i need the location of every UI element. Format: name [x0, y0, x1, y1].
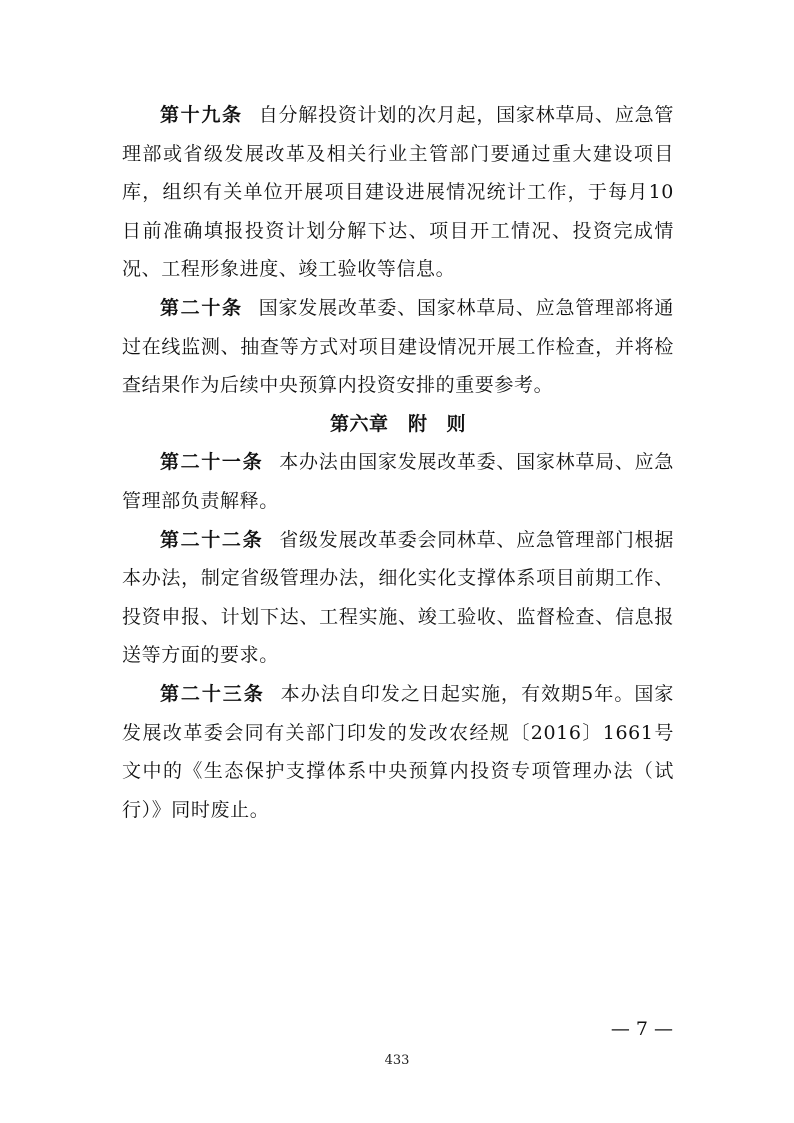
document-body — [122, 96, 674, 829]
article-number: 第二十条 — [160, 296, 243, 319]
article-number: 第二十一条 — [160, 451, 264, 474]
article-21 — [122, 443, 674, 520]
article-23 — [122, 675, 674, 829]
footer-number: 433 — [384, 1053, 410, 1068]
article-text: 省级发展改革委会同林草、应急管理部门根据本办法，制定省级管理办法，细化实化支撑体系项目前期工作、投资申报、计划下达、工程实施、竣工验收、监督检查、信息报送等方面的要求。 — [122, 528, 674, 667]
article-number: 第二十三条 — [160, 682, 265, 705]
article-text: 本办法自印发之日起实施，有效期5年。国家发展改革委会同有关部门印发的发改农经规〔2016〕1661号文中的《生态保护支撑体系中央预算内投资专项管理办法（试行）》同时废止。 — [122, 682, 674, 821]
page-number: — 7 — — [610, 1018, 673, 1040]
chapter-heading: 第六章 附 则 — [329, 412, 467, 435]
article-text: 自分解投资计划的次月起，国家林草局、应急管理部或省级发展改革及相关行业主管部门要通过重大建设项目库，组织有关单位开展项目建设进展情况统计工作，于每月10日前准确填报投资计划分解下达、项目开工情况、投资完成情况、工程形象进度、竣工验收等信息。 — [122, 104, 674, 281]
article-text: 本办法由国家发展改革委、国家林草局、应急管理部负责解释。 — [122, 451, 674, 512]
article-20 — [122, 289, 674, 405]
article-text: 国家发展改革委、国家林草局、应急管理部将通过在线监测、抽查等方式对项目建设情况开展工作检查，并将检查结果作为后续中央预算内投资安排的重要参考。 — [122, 296, 674, 397]
article-22 — [122, 521, 674, 675]
article-number: 第二十二条 — [160, 528, 264, 551]
article-number: 第十九条 — [160, 104, 243, 126]
article-19 — [122, 96, 674, 289]
